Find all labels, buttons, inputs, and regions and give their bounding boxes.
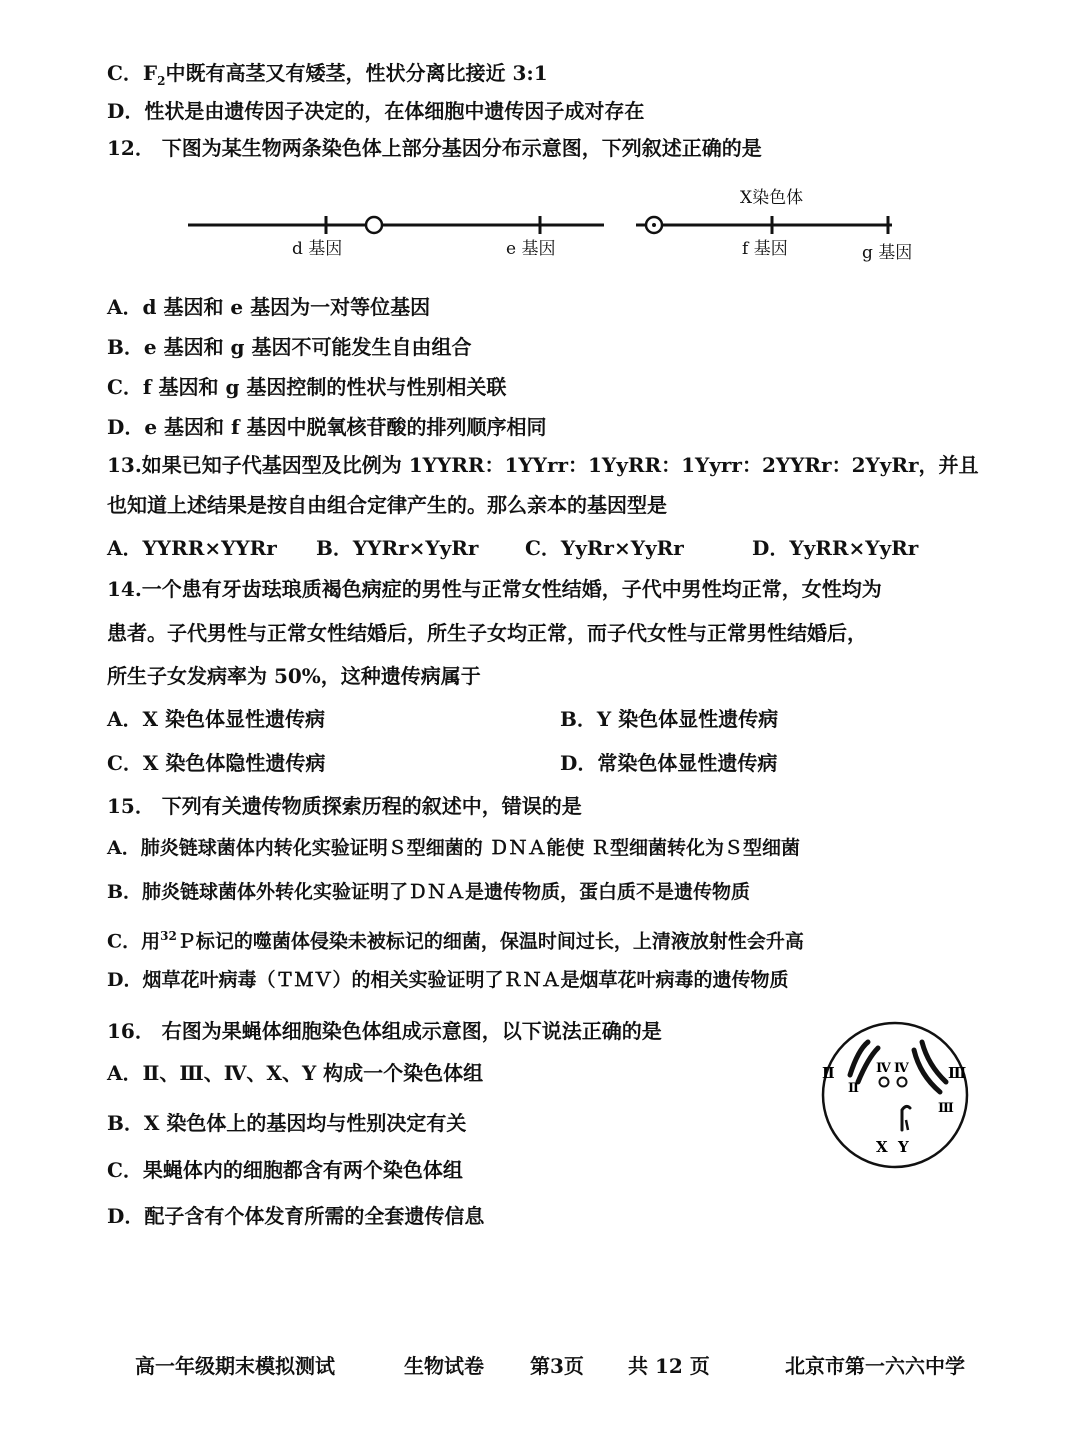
q14-option-d: D．常染色体显性遗传病 [560,751,778,775]
q12-option-b: B．e 基因和 g 基因不可能发生自由组合 [107,335,472,359]
q15-option-b: B．肺炎链球菌体外转化实验证明了ＤＮＡ是遗传物质，蛋白质不是遗传物质 [107,881,751,903]
q16-stem: 16． 右图为果蝇体细胞染色体组成示意图，以下说法正确的是 [107,1019,662,1043]
footer-subject: 生物试卷 [404,1354,484,1378]
q15-stem: 15． 下列有关遗传物质探索历程的叙述中，错误的是 [107,794,582,818]
label-2-inner: Ⅱ [848,1081,859,1096]
q16-option-a: A．Ⅱ、Ⅲ、Ⅳ、X、Y 构成一个染色体组 [107,1061,484,1085]
label-4-b: Ⅳ [894,1061,909,1076]
gene-d-label: d 基因 [292,239,343,259]
q15-c-text: Ｐ标记的噬菌体侵染未被标记的细菌，保温时间过长，上清液放射性会升高 [176,930,804,953]
label-2-left: Ⅱ [822,1064,835,1082]
chromosome-diagram [180,180,920,270]
cell-svg [810,1020,980,1170]
q14-option-b: B．Y 染色体显性遗传病 [560,707,779,731]
q15-option-c [107,923,804,954]
centromere-1 [366,217,382,233]
q13-option-a: A．YYRR×YYRr [107,536,277,560]
q14-option-c: C．X 染色体隐性遗传病 [107,751,326,775]
cell-outline [823,1023,967,1167]
chromosome-4a [880,1078,889,1087]
footer-total: 共 12 页 [628,1354,710,1378]
chromosome-y [906,1120,908,1130]
q13-option-d: D．YyRR×YyRr [752,536,919,560]
q13-stem-line2: 也知道上述结果是按自由组合定律产生的。那么亲本的基因型是 [107,493,667,517]
label-4-a: Ⅳ [876,1061,891,1076]
gene-g-label: g 基因 [862,243,913,263]
q14-option-a: A．X 染色体显性遗传病 [107,707,325,731]
footer-page: 第3页 [530,1354,584,1378]
q15-option-d: D．烟草花叶病毒（ＴＭＶ）的相关实验证明了ＲＮＡ是烟草花叶病毒的遗传物质 [107,969,789,991]
footer-grade: 高一年级期末模拟测试 [135,1354,335,1378]
label-y: Y [898,1138,909,1156]
chromosome-x [902,1106,910,1130]
gene-f-label: f 基因 [742,239,788,259]
q13-stem-line1: 13.如果已知子代基因型及比例为 1YYRR：1YYrr：1YyRR：1Yyrr：2YYRr：2YyRr，并且 [107,453,979,477]
q15-c-prefix: C．用 [107,930,161,953]
label-3-inner: Ⅲ [938,1101,954,1116]
q16-option-c: C．果蝇体内的细胞都含有两个染色体组 [107,1158,463,1182]
label-3-right: Ⅲ [948,1064,967,1082]
q13-option-c: C．YyRr×YyRr [525,536,684,560]
q11-c-subscript: 2 [157,74,166,88]
q12-option-c: C．f 基因和 g 基因控制的性状与性别相关联 [107,375,507,399]
q14-stem-line3: 所生子女发病率为 50%，这种遗传病属于 [107,664,481,688]
fruit-fly-chromosome-figure [810,1020,980,1170]
q15-c-superscript: 32 [160,929,177,943]
q14-stem-line2: 患者。子代男性与正常女性结婚后，所生子女均正常，而子代女性与正常男性结婚后， [107,621,867,645]
q12-option-d: D．e 基因和 f 基因中脱氧核苷酸的排列顺序相同 [107,415,547,439]
q11-option-d: D．性状是由遗传因子决定的，在体细胞中遗传因子成对存在 [107,99,645,123]
q16-option-d: D．配子含有个体发育所需的全套遗传信息 [107,1204,485,1228]
centromere-x-dot [652,223,656,227]
label-x: X [876,1138,888,1156]
chromosome-svg [180,180,920,270]
q16-option-b: B．X 染色体上的基因均与性别决定有关 [107,1111,467,1135]
footer-school: 北京市第一六六中学 [785,1354,965,1378]
q11-c-text: 中既有高茎又有矮茎，性状分离比接近 3:1 [165,61,548,85]
q11-option-c [107,60,548,94]
q14-stem-line1: 14.一个患有牙齿珐琅质褐色病症的男性与正常女性结婚，子代中男性均正常，女性均为 [107,577,882,601]
q15-option-a: A．肺炎链球菌体内转化实验证明Ｓ型细菌的 ＤＮＡ能使 Ｒ型细菌转化为Ｓ型细菌 [107,837,800,859]
q11-c-prefix: C．F [107,61,158,85]
q12-stem: 12． 下图为某生物两条染色体上部分基因分布示意图，下列叙述正确的是 [107,136,762,160]
chromosome-4b [898,1078,907,1087]
q13-option-b: B．YYRr×YyRr [316,536,479,560]
x-chromosome-label: X染色体 [740,188,804,208]
q12-option-a: A．d 基因和 e 基因为一对等位基因 [107,295,431,319]
gene-e-label: e 基因 [506,239,556,259]
